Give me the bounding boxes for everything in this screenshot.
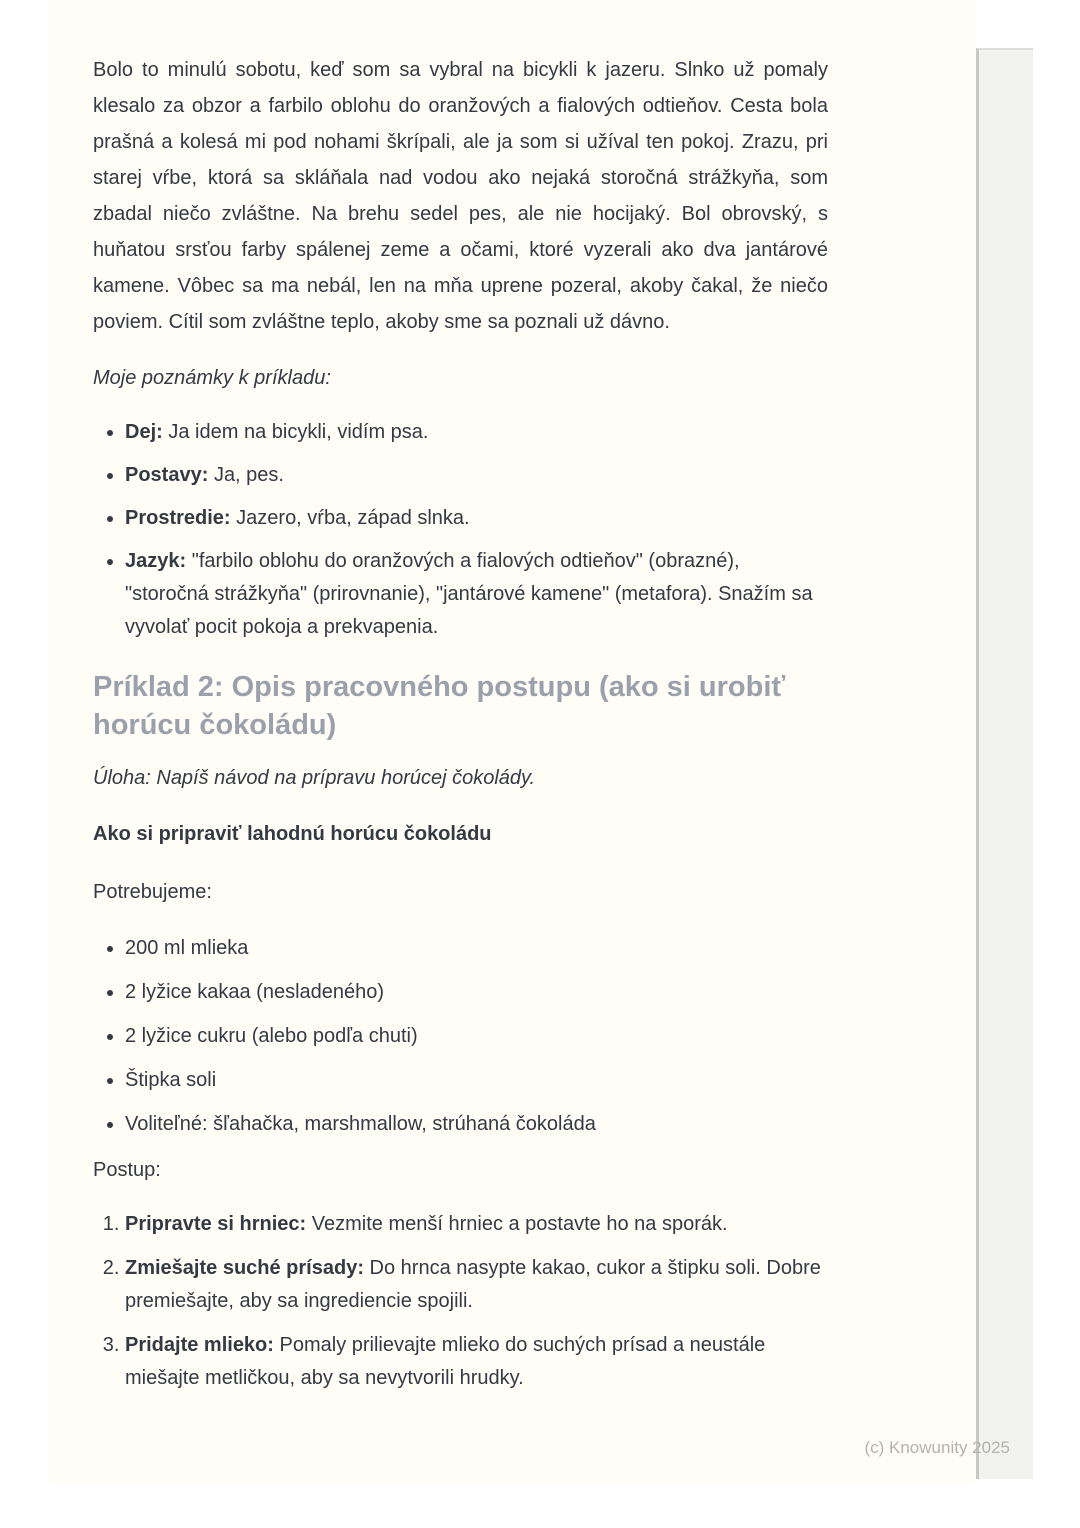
list-item: [125, 416, 828, 449]
note-term: Prostredie:: [125, 507, 231, 529]
story-paragraph: Bolo to minulú sobotu, keď som sa vybral na bicykli k jazeru. Slnko už pomaly klesalo za obzor a farbilo oblohu do oranžových a fialových odtieňov. Cesta bola prašná a kolesá mi pod nohami škrípali, ale ja som si užíval ten pokoj. Zrazu, pri starej vŕbe, ktorá sa skláňala nad vodou ako nejaká storočná strážkyňa, som zbadal niečo zvláštne. Na brehu sedel pes, ale nie hocijaký. Bol obrovský, s huňatou srsťou farby spálenej zeme a očami, ktoré vyzerali ako dva jantárové kamene. Vôbec sa ma nebál, len na mňa uprene pozeral, akoby čakal, že niečo poviem. Cítil som zvláštne teplo, akoby sme sa poznali už dávno.: [93, 59, 828, 333]
ingredients-label: Potrebujeme:: [93, 881, 212, 903]
list-item: • 2 lyžice kakaa (nesladeného): [125, 976, 828, 1009]
notes-list: [93, 416, 828, 644]
copyright-footer: (c) Knowunity 2025: [864, 1438, 1010, 1457]
recipe-title: Ako si pripraviť lahodnú horúcu čokoládu: [93, 823, 492, 845]
list-item: [125, 1252, 828, 1318]
steps-list: [93, 1208, 828, 1395]
document-page: [48, 0, 977, 1483]
list-item: • Štipka soli: [125, 1064, 828, 1097]
list-item: • 2 lyžice cukru (alebo podľa chuti): [125, 1020, 828, 1053]
note-text: Ja, pes.: [213, 464, 284, 486]
list-item: [125, 459, 828, 492]
notes-label: Moje poznámky k príkladu:: [93, 367, 331, 389]
note-text: Jazero, vŕba, západ slnka.: [236, 507, 470, 529]
list-item: [125, 1208, 828, 1241]
scrollbar-thumb[interactable]: [976, 48, 1033, 1479]
list-item: [125, 545, 828, 644]
list-item: [125, 1329, 828, 1395]
section-heading-example2: Príklad 2: Opis pracovného postupu (ako si urobiť horúcu čokoládu): [93, 671, 786, 741]
steps-label: Postup:: [93, 1159, 161, 1181]
document-content: [93, 0, 828, 1406]
ingredients-list: [93, 932, 828, 1141]
note-term: Dej:: [125, 421, 163, 443]
task-line: Úloha: Napíš návod na prípravu horúcej čokolády.: [93, 767, 536, 789]
step-text: Vezmite menší hrniec a postavte ho na sporák.: [311, 1213, 728, 1235]
list-item: [125, 502, 828, 535]
note-text: Ja idem na bicykli, vidím psa.: [168, 421, 429, 443]
note-term: Jazyk:: [125, 550, 187, 572]
step-term: Pripravte si hrniec:: [125, 1213, 307, 1235]
step-term: Pridajte mlieko:: [125, 1334, 274, 1356]
list-item: • Voliteľné: šľahačka, marshmallow, strúhaná čokoláda: [125, 1108, 828, 1141]
list-item: • 200 ml mlieka: [125, 932, 828, 965]
note-text: "farbilo oblohu do oranžových a fialových odtieňov" (obrazné), "storočná strážkyňa" (prirovnanie), "jantárové kamene" (metafora). Snažím sa vyvolať pocit pokoja a prekvapenia.: [125, 550, 813, 638]
note-term: Postavy:: [125, 464, 209, 486]
step-text: Pomaly prilievajte mlieko do suchých prísad a neustále miešajte metličkou, aby sa nevytvorili hrudky.: [125, 1334, 766, 1389]
step-term: Zmiešajte suché prísady:: [125, 1257, 364, 1279]
step-text: Do hrnca nasypte kakao, cukor a štipku soli. Dobre premiešajte, aby sa ingrediencie spojili.: [125, 1257, 821, 1312]
